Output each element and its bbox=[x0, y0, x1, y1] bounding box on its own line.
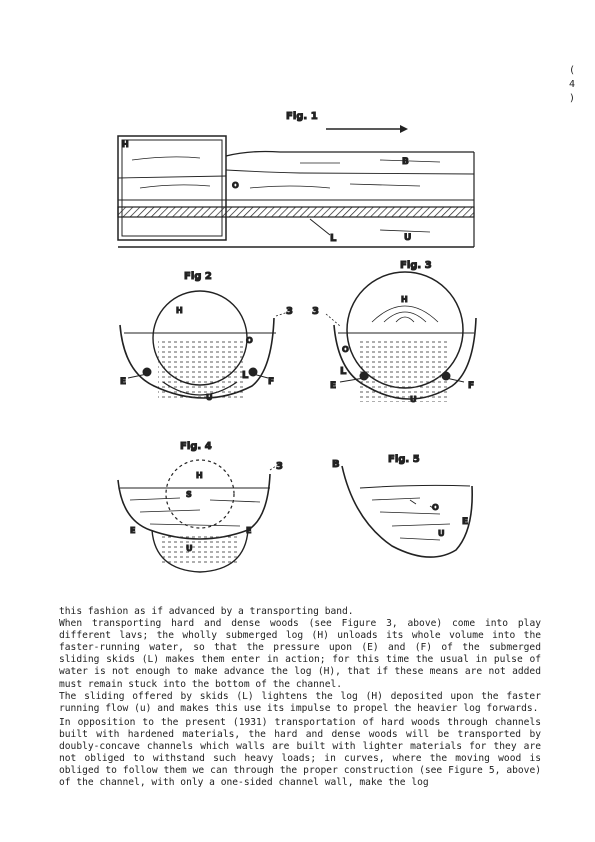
fig3-title: Fig. 3 bbox=[400, 260, 432, 271]
fig3-label-L: L bbox=[340, 366, 347, 377]
fig4-label-H: H bbox=[196, 471, 203, 480]
fig1-label-H: H bbox=[122, 140, 129, 149]
figure-3 bbox=[312, 260, 476, 404]
fig2-label-L: L bbox=[242, 370, 249, 381]
fig3-label-O: O bbox=[342, 345, 349, 354]
fig4-title: Fig. 4 bbox=[180, 441, 212, 452]
fig2-title: Fig 2 bbox=[184, 271, 212, 282]
fig2-label-E: E bbox=[120, 377, 127, 387]
body-text bbox=[59, 606, 541, 789]
fig5-label-U: U bbox=[438, 529, 445, 538]
paragraph: this fashion as if advanced by a transporting band. bbox=[59, 606, 354, 617]
fig3-label-F: F bbox=[468, 381, 475, 391]
figure-5 bbox=[332, 454, 472, 557]
paragraph: In opposition to the present (1931) transportation of hard woods through channels built with hardened materials, the hard and dense woods will be transported by doubly-concave channels which walls are built with lighter materials for they are not obliged to withstand such heavy loads; in curves, where the moving wood is obliged to follow them we can through the proper construction (see Figure 5, above) of the channel, with only a one-sided channel wall, make the log bbox=[59, 716, 541, 789]
fig5-label-B: B bbox=[332, 459, 340, 470]
fig2-label-H: H bbox=[176, 306, 183, 315]
fig1-title: Fig. 1 bbox=[286, 111, 318, 122]
fig4-label-S: S bbox=[186, 490, 192, 499]
fig5-label-O: O bbox=[432, 503, 439, 512]
fig2-label-F: F bbox=[268, 377, 275, 387]
fig4-label-U: U bbox=[186, 544, 193, 553]
fig4-label-E-right: E bbox=[246, 526, 252, 535]
fig5-title: Fig. 5 bbox=[388, 454, 420, 465]
page-number: ( 4 ) bbox=[568, 65, 576, 104]
fig3-label-U: U bbox=[410, 395, 417, 404]
fig3-label-E: E bbox=[330, 381, 337, 391]
fig2-label-U: U bbox=[206, 393, 213, 402]
fig1-label-O: O bbox=[232, 181, 239, 190]
fig1-label-L: L bbox=[330, 233, 337, 244]
paragraph: When transporting hard and dense woods (see Figure 3, above) come into play different lavs; the wholly submerged log (H) unloads its whole volume into the faster-running water, so that the pressure upon (E) and (F) of the submerged sliding skids (L) makes them enter in action; for this time the usual in pulse of water is not enough to make advance the log (H), that if these means are not added must remain stuck into the bottom of the channel. bbox=[59, 618, 541, 690]
fig1-label-U: U bbox=[404, 233, 412, 243]
fig5-label-E: E bbox=[462, 517, 469, 527]
fig3-label-3: 3 bbox=[312, 306, 319, 317]
fig1-label-B: B bbox=[402, 157, 409, 167]
fig4-label-3: 3 bbox=[276, 461, 283, 472]
fig3-label-H: H bbox=[401, 295, 408, 304]
figure-4 bbox=[118, 441, 283, 572]
fig4-label-E-left: E bbox=[130, 526, 136, 535]
fig2-label-O: O bbox=[246, 336, 253, 345]
fig2-label-3: 3 bbox=[286, 306, 293, 317]
figure-1 bbox=[118, 111, 474, 247]
figure-2 bbox=[120, 271, 293, 402]
paragraph: The sliding offered by skids (L) lightens the log (H) deposited upon the faster running flow (u) and makes this use its impulse to propel the heavier log forwards. bbox=[59, 690, 541, 714]
